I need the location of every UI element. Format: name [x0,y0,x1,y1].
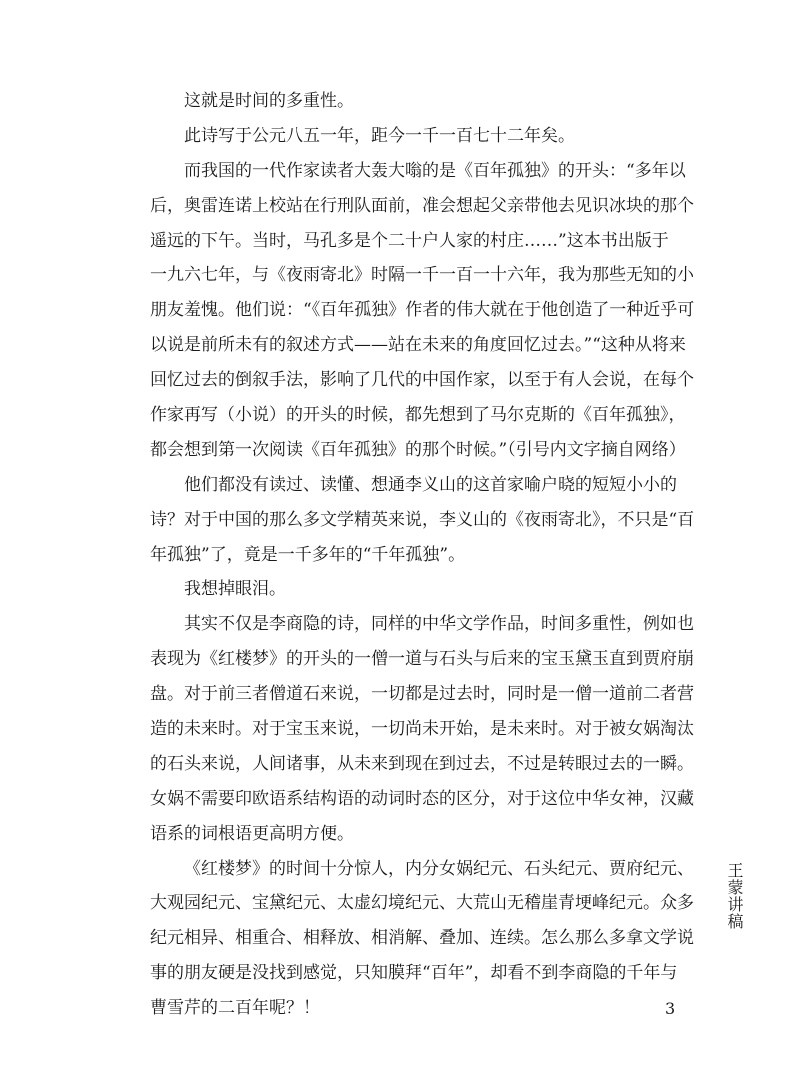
text-line: 表现为《红楼梦》的开头的一僧一道与石头与后来的宝玉黛玉直到贾府崩 [150,649,694,670]
text-line: 事的朋友硬是没找到感觉，只知膜拜“百年”，却看不到李商隐的千年与 [150,963,678,984]
text-line: 大观园纪元、宝黛纪元、太虚幻境纪元、大荒山无稽崖青埂峰纪元。众多 [150,893,694,914]
text-line: 其实不仅是李商隐的诗，同样的中华文学作品，时间多重性，例如也 [184,614,694,635]
paragraph [150,852,694,1026]
paragraph [150,607,694,851]
text-line: 作家再写（小说）的开头的时候，都先想到了马尔克斯的《百年孤独》， [150,405,686,426]
text-line: 曹雪芹的二百年呢？！ [150,998,320,1019]
paragraph [150,119,655,154]
text-line: 的石头来说，人间诸事，从未来到现在到过去，不过是转眼过去的一瞬。 [150,753,694,774]
text-line: 《红楼梦》的时间十分惊人，内分女娲纪元、石头纪元、贾府纪元、 [184,858,694,879]
text-line: 一九六七年，与《夜雨寄北》时隔一千一百一十六年，我为那些无知的小 [150,265,694,286]
text-line: 盘。对于前三者僧道石来说，一切都是过去时，同时是一僧一道前二者营 [150,684,694,705]
text-line: 我想掉眼泪。 [184,579,286,600]
paragraph [150,154,695,468]
text-line: 诗？对于中国的那么多文学精英来说，李义山的《夜雨寄北》，不只是“百 [150,509,695,530]
body-text [150,84,695,1026]
paragraph [150,84,655,119]
text-line: 而我国的一代作家读者大轰大嗡的是《百年孤独》的开头：“多年以 [184,160,686,181]
text-line: 年孤独”了，竟是一千多年的“千年孤独”。 [150,544,466,565]
text-line: 他们都没有读过、读懂、想通李义山的这首家喻户晓的短短小小的 [184,474,677,495]
text-line: 语系的词根语更高明方便。 [150,823,354,844]
page-number: 3 [665,999,676,1018]
text-line: 回忆过去的倒叙手法，影响了几代的中国作家，以至于有人会说，在每个 [150,370,694,391]
text-line: 朋友羞愧。他们说：“《百年孤独》作者的伟大就在于他创造了一种近乎可 [150,300,695,321]
text-line: 后，奥雷连诺上校站在行刑队面前，准会想起父亲带他去见识冰块的那个 [150,195,694,216]
text-line: 此诗写于公元八五一年，距今一千一百七十二年矣。 [184,125,575,146]
text-line: 女娲不需要印欧语系结构语的动词时态的区分，对于这位中华女神，汉藏 [150,788,694,809]
text-line: 以说是前所未有的叙述方式——站在未来的角度回忆过去。”“这种从将来 [150,335,686,356]
text-line: 纪元相异、相重合、相释放、相消解、叠加、连续。怎么那么多拿文学说 [150,928,694,949]
text-line: 这就是时间的多重性。 [184,91,354,111]
text-line: 遥远的下午。当时，马孔多是个二十户人家的村庄……”这本书出版于 [150,230,669,251]
text-line: 造的未来时。对于宝玉来说，一切尚未开始，是未来时。对于被女娲淘汰 [150,719,694,740]
text-line: 都会想到第一次阅读《百年孤独》的那个时候。”（引号内文字摘自网络） [150,439,686,460]
paragraph [150,572,655,607]
side-tab-label: 王蒙讲稿 [725,862,744,930]
paragraph [150,468,695,573]
